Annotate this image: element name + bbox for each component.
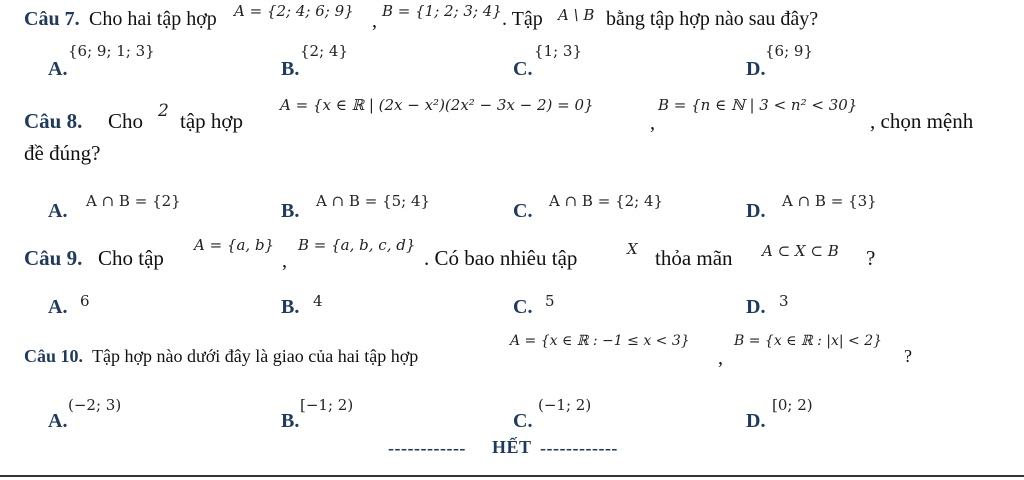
q10-option-a-label[interactable]: A. bbox=[48, 410, 68, 432]
q10-option-d-value[interactable]: [0; 2) bbox=[772, 396, 813, 414]
bottom-rule bbox=[0, 475, 1024, 477]
q8-option-b-label[interactable]: B. bbox=[281, 200, 300, 222]
q8-text-4: đề đúng? bbox=[24, 141, 101, 165]
q8-option-d-label[interactable]: D. bbox=[746, 200, 766, 222]
q10-option-c-label[interactable]: C. bbox=[513, 410, 533, 432]
q9-text-3: thỏa mãn bbox=[655, 246, 733, 270]
q9-label: Câu 9. bbox=[24, 246, 83, 270]
q10-option-d-label[interactable]: D. bbox=[746, 410, 766, 432]
q7-expr: A \ B bbox=[558, 6, 595, 24]
q10-question-mark: ? bbox=[904, 346, 912, 366]
q9-option-d-value[interactable]: 3 bbox=[779, 292, 789, 310]
q7-label: Câu 7. bbox=[24, 8, 80, 30]
q8-number: 2 bbox=[158, 101, 169, 121]
q7-option-c-label[interactable]: C. bbox=[513, 58, 533, 80]
q9-option-c-label[interactable]: C. bbox=[513, 296, 533, 318]
q7-set-b: B = {1; 2; 3; 4} bbox=[382, 2, 502, 20]
q7-option-a-value[interactable]: {6; 9; 1; 3} bbox=[68, 42, 155, 60]
q9-expr: A ⊂ X ⊂ B bbox=[762, 242, 839, 260]
q8-set-a: A = {x ∈ ℝ | (2x − x²)(2x² − 3x − 2) = 0} bbox=[280, 96, 594, 114]
q7-option-b-label[interactable]: B. bbox=[281, 58, 300, 80]
q9-set-a: A = {a, b} bbox=[194, 236, 275, 254]
q10-comma: , bbox=[718, 347, 723, 369]
q7-option-c-value[interactable]: {1; 3} bbox=[534, 42, 582, 60]
q9-var-x: X bbox=[627, 240, 638, 258]
q9-set-b: B = {a, b, c, d} bbox=[298, 236, 416, 254]
q7-text-3: bằng tập hợp nào sau đây? bbox=[606, 8, 819, 30]
q8-option-c-value[interactable]: A ∩ B = {2; 4} bbox=[549, 192, 664, 210]
q10-option-a-value[interactable]: (−2; 3) bbox=[68, 396, 122, 414]
q10-set-b: B = {x ∈ ℝ : |x| < 2} bbox=[734, 333, 883, 349]
q7-text: Cho hai tập hợp bbox=[89, 8, 217, 30]
q8-option-a-value[interactable]: A ∩ B = {2} bbox=[86, 192, 181, 210]
q7-option-d-label[interactable]: D. bbox=[746, 58, 766, 80]
end-label: HẾT bbox=[492, 437, 532, 457]
q9-text: Cho tập bbox=[98, 246, 164, 270]
q10-option-b-label[interactable]: B. bbox=[281, 410, 300, 432]
q8-option-c-label[interactable]: C. bbox=[513, 200, 533, 222]
q9-text-4: ? bbox=[866, 246, 876, 270]
q10-text: Tập hợp nào dưới đây là giao của hai tập hợp bbox=[92, 346, 419, 366]
q8-text: Cho bbox=[108, 109, 144, 133]
q10-label: Câu 10. bbox=[24, 346, 84, 366]
dashes-right: ------------ bbox=[540, 438, 618, 458]
q8-text-2: tập hợp bbox=[180, 109, 244, 133]
q9-option-a-label[interactable]: A. bbox=[48, 296, 68, 318]
q8-label: Câu 8. bbox=[24, 109, 83, 133]
q10-option-c-value[interactable]: (−1; 2) bbox=[538, 396, 592, 414]
q7-comma: , bbox=[372, 10, 377, 32]
dashes-left: ------------ bbox=[388, 438, 466, 458]
q7-option-a-label[interactable]: A. bbox=[48, 58, 68, 80]
q9-option-a-value[interactable]: 6 bbox=[80, 292, 90, 310]
q8-comma: , bbox=[650, 112, 655, 134]
q8-text-3: , chọn mệnh bbox=[870, 109, 974, 133]
q7-text-2: . Tập bbox=[502, 8, 543, 30]
q8-option-b-value[interactable]: A ∩ B = {5; 4} bbox=[316, 192, 431, 210]
q9-option-d-label[interactable]: D. bbox=[746, 296, 766, 318]
q10-set-a: A = {x ∈ ℝ : −1 ≤ x < 3} bbox=[510, 333, 690, 349]
q9-option-b-label[interactable]: B. bbox=[281, 296, 300, 318]
q9-comma: , bbox=[282, 250, 287, 272]
q8-option-a-label[interactable]: A. bbox=[48, 200, 68, 222]
q9-option-b-value[interactable]: 4 bbox=[313, 292, 323, 310]
q10-option-b-value[interactable]: [−1; 2) bbox=[300, 396, 354, 414]
q9-option-c-value[interactable]: 5 bbox=[545, 292, 555, 310]
q9-text-2: . Có bao nhiêu tập bbox=[424, 246, 578, 270]
q7-option-b-value[interactable]: {2; 4} bbox=[300, 42, 348, 60]
q7-set-a: A = {2; 4; 6; 9} bbox=[234, 2, 354, 20]
q7-option-d-value[interactable]: {6; 9} bbox=[765, 42, 813, 60]
q8-set-b: B = {n ∈ ℕ | 3 < n² < 30} bbox=[658, 96, 858, 114]
q8-option-d-value[interactable]: A ∩ B = {3} bbox=[782, 192, 877, 210]
